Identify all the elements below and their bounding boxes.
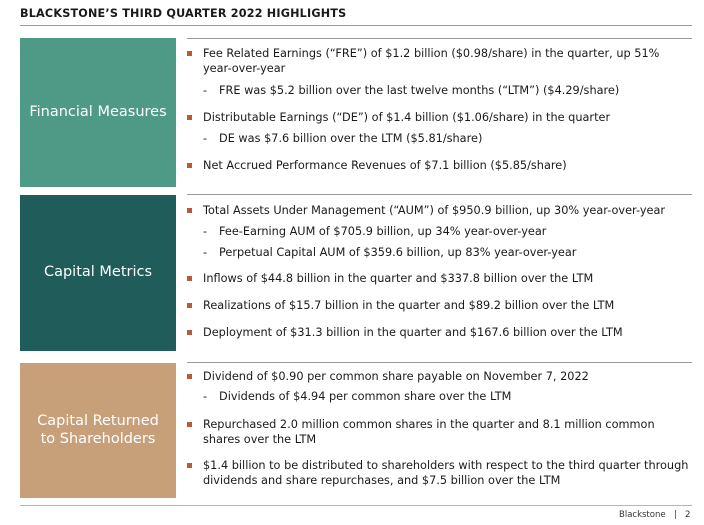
fre-ltm-text: FRE was $5.2 billion over the last twelve months (“LTM”) ($4.29/share) (219, 84, 620, 97)
deployment-text: Deployment of $31.3 billion in the quarter and $167.6 billion over the LTM (203, 326, 623, 339)
realizations-text: Realizations of $15.7 billion in the quarter and $89.2 billion over the LTM (203, 299, 615, 312)
footer-separator: | (674, 510, 677, 520)
fee-earning-aum-text: Fee-Earning AUM of $705.9 billion, up 34% year-over-year (219, 225, 547, 238)
capital-returned-label-line2: to Shareholders (40, 430, 156, 447)
distribution-text: $1.4 billion to be distributed to shareholders with respect to the third quarter through dividends and share repurchases, and $7.5 billion over the LTM (203, 459, 689, 487)
bullet-icon (187, 330, 192, 335)
bullet-icon (187, 422, 192, 427)
capital-metrics-label: Capital Metrics (43, 264, 153, 281)
capital-returned-box (20, 363, 176, 498)
fre-text: Fee Related Earnings (“FRE”) of $1.2 billion ($0.98/share) in the quarter, up 51% year-over-year (203, 47, 660, 75)
de-text: Distributable Earnings (“DE”) of $1.4 billion ($1.06/share) in the quarter (203, 111, 611, 124)
de-ltm-text: DE was $7.6 billion over the LTM ($5.81/share) (219, 132, 483, 145)
capital-returned-label-line1: Capital Returned (37, 412, 159, 429)
bullet-icon (187, 374, 192, 379)
bullet-icon (187, 303, 192, 308)
dividend-text: Dividend of $0.90 per common share payable on November 7, 2022 (203, 370, 589, 383)
dash-icon: - (203, 390, 208, 403)
bullet-icon (187, 276, 192, 281)
financial-measures-box (20, 38, 176, 187)
aum-text: Total Assets Under Management (“AUM”) of $950.9 billion, up 30% year-over-year (203, 204, 666, 217)
net-accrued-text: Net Accrued Performance Revenues of $7.1 billion ($5.85/share) (203, 159, 567, 172)
dash-icon: - (203, 132, 208, 145)
bullet-icon (187, 115, 192, 120)
page-title: BLACKSTONE’S THIRD QUARTER 2022 HIGHLIGHTS (20, 7, 347, 20)
page-number: 2 (685, 510, 691, 520)
bullet-icon (187, 208, 192, 213)
bullet-icon (187, 51, 192, 56)
capital-metrics-box (20, 195, 176, 351)
inflows-text: Inflows of $44.8 billion in the quarter and $337.8 billion over the LTM (203, 272, 594, 285)
financial-measures-content (187, 38, 692, 188)
bullet-icon (187, 163, 192, 168)
dash-icon: - (203, 246, 208, 259)
capital-returned-content (187, 363, 692, 498)
footer-divider (20, 505, 692, 506)
footer-brand: Blackstone (619, 510, 666, 520)
perpetual-capital-text: Perpetual Capital AUM of $359.6 billion, up 83% year-over-year (219, 246, 577, 259)
dash-icon: - (203, 84, 208, 97)
bullet-icon (187, 463, 192, 468)
dash-icon: - (203, 225, 208, 238)
capital-metrics-content (187, 195, 692, 351)
title-divider (20, 25, 692, 26)
financial-measures-label: Financial Measures (29, 103, 167, 120)
repurchase-text: Repurchased 2.0 million common shares in the quarter and 8.1 million common shares over the LTM (203, 418, 655, 446)
dividend-ltm-text: Dividends of $4.94 per common share over the LTM (219, 390, 512, 403)
